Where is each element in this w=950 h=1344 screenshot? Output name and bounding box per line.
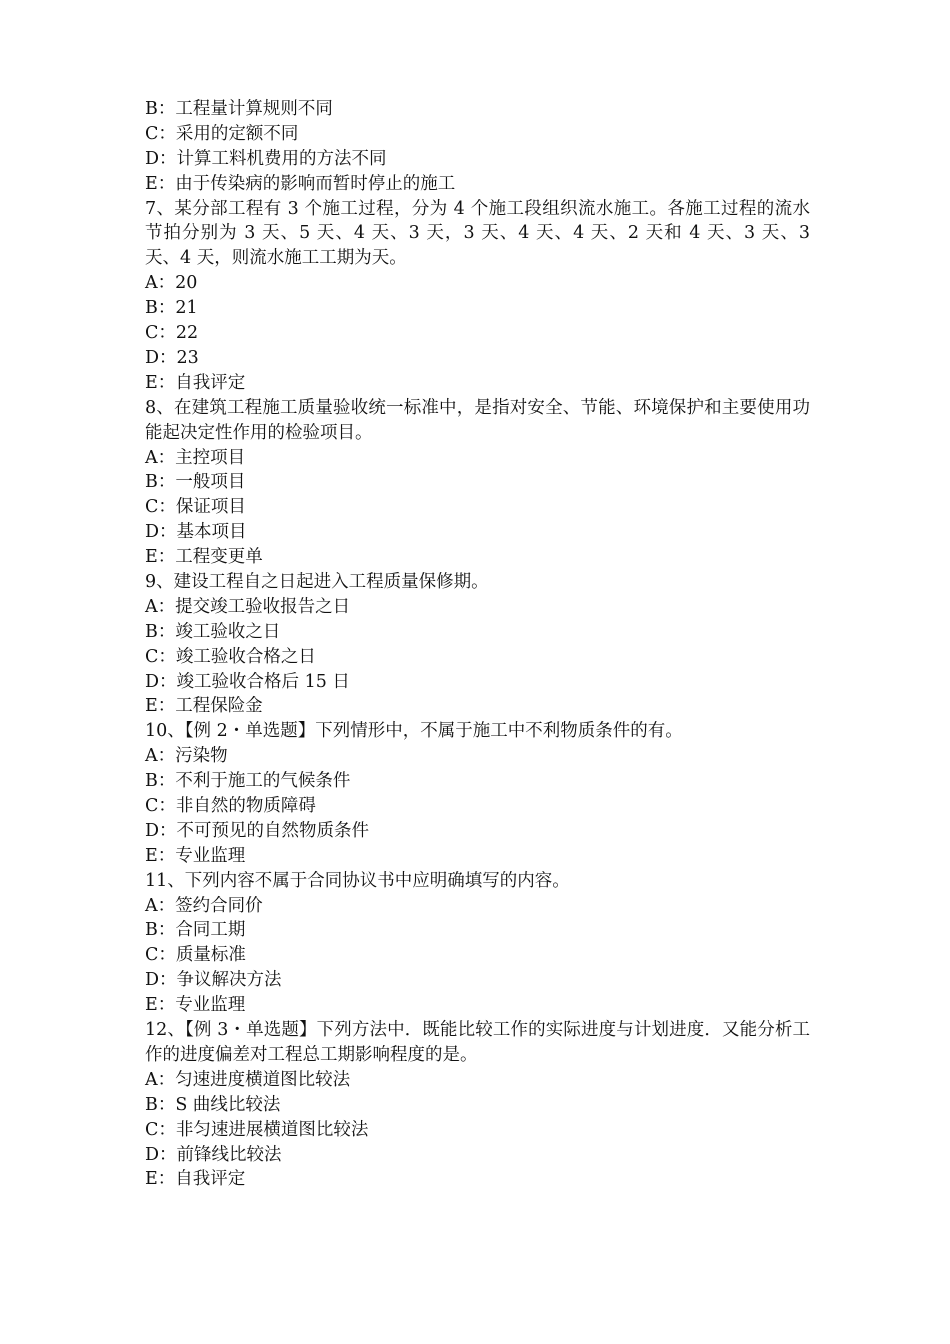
option-line: A：提交竣工验收报告之日 — [145, 596, 351, 617]
option-line: C：22 — [145, 323, 199, 344]
option-line: A：主控项目 — [145, 447, 246, 468]
option-line: C：竣工验收合格之日 — [145, 646, 316, 667]
document-body — [145, 97, 810, 1192]
option-line: B：工程量计算规则不同 — [145, 99, 333, 119]
option-line: D：不可预见的自然物质条件 — [145, 820, 370, 841]
question-9: 9、建设工程自之日起进入工程质量保修期。 — [145, 572, 489, 592]
question-11: 11、下列内容不属于合同协议书中应明确填写的内容。 — [145, 870, 570, 891]
option-line: C：质量标准 — [145, 945, 246, 966]
option-line: B：竣工验收之日 — [145, 621, 281, 642]
question-12: 12、【例 3・单选题】下列方法中．既能比较工作的实际进度与计划进度．又能分析工作的进度偏差对工程总工期影响程度的是。 — [145, 1020, 810, 1065]
option-line: C：非匀速进展横道图比较法 — [145, 1119, 369, 1140]
option-line: B：一般项目 — [145, 472, 246, 493]
option-line: E：专业监理 — [145, 845, 246, 866]
option-line: E：工程保险金 — [145, 696, 263, 717]
question-7: 7、某分部工程有 3 个施工过程，分为 4 个施工段组织流水施工。各施工过程的流水节拍分别为 3 天、5 天、4 天、3 天，3 天、4 天、4 天、2 天和 4 天、3 天、3 天、4 天，则流水施工工期为天。 — [145, 198, 810, 269]
option-line: E：工程变更单 — [145, 547, 263, 568]
option-line: C：非自然的物质障碍 — [145, 796, 316, 817]
option-line: D：计算工料机费用的方法不同 — [145, 148, 387, 169]
option-line: E：由于传染病的影响而暂时停止的施工 — [145, 173, 456, 194]
option-line: B：S 曲线比较法 — [145, 1094, 281, 1115]
option-line: E：专业监理 — [145, 995, 246, 1016]
option-line: D：23 — [145, 347, 199, 368]
option-line: A：签约合同价 — [145, 895, 263, 916]
option-line: A：20 — [145, 273, 198, 294]
question-8: 8、在建筑工程施工质量验收统一标准中，是指对安全、节能、环境保护和主要使用功能起决定性作用的检验项目。 — [145, 397, 810, 443]
option-line: B：合同工期 — [145, 920, 246, 941]
option-line: D：基本项目 — [145, 522, 247, 543]
option-line: E：自我评定 — [145, 372, 246, 393]
option-line: D：竣工验收合格后 15 日 — [145, 671, 350, 692]
option-line: B：21 — [145, 298, 198, 319]
option-line: A：污染物 — [145, 746, 228, 767]
option-line: D：前锋线比较法 — [145, 1144, 282, 1165]
option-line: D：争议解决方法 — [145, 970, 282, 991]
option-line: E：自我评定 — [145, 1169, 246, 1190]
option-line: C：保证项目 — [145, 497, 246, 518]
question-10: 10、【例 2・单选题】下列情形中，不属于施工中不利物质条件的有。 — [145, 721, 683, 742]
option-line: A：匀速进度横道图比较法 — [145, 1069, 351, 1090]
option-line: C：采用的定额不同 — [145, 123, 299, 144]
option-line: B：不利于施工的气候条件 — [145, 771, 351, 792]
